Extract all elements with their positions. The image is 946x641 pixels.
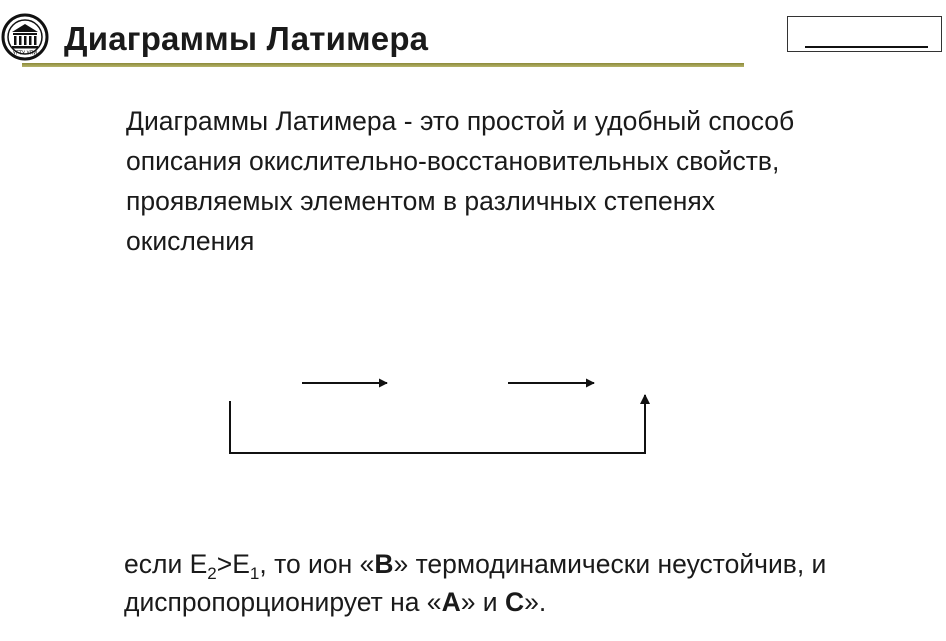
intro-paragraph: Диаграммы Латимера - это простой и удобный способ описания окислительно-восстановительных свойств, проявляемых элементом в различных степенях окисления xyxy=(126,106,795,256)
arrow-a-to-c xyxy=(230,395,645,453)
disproportionation-note: если $E_2>E_1$, то ион «B» термодинамически неустойчив, и диспропорционирует на «A» и C». xyxy=(124,549,827,617)
slide-title: Диаграммы Латимера xyxy=(64,20,429,57)
logo-text: УГТУ УПИ xyxy=(12,50,38,57)
